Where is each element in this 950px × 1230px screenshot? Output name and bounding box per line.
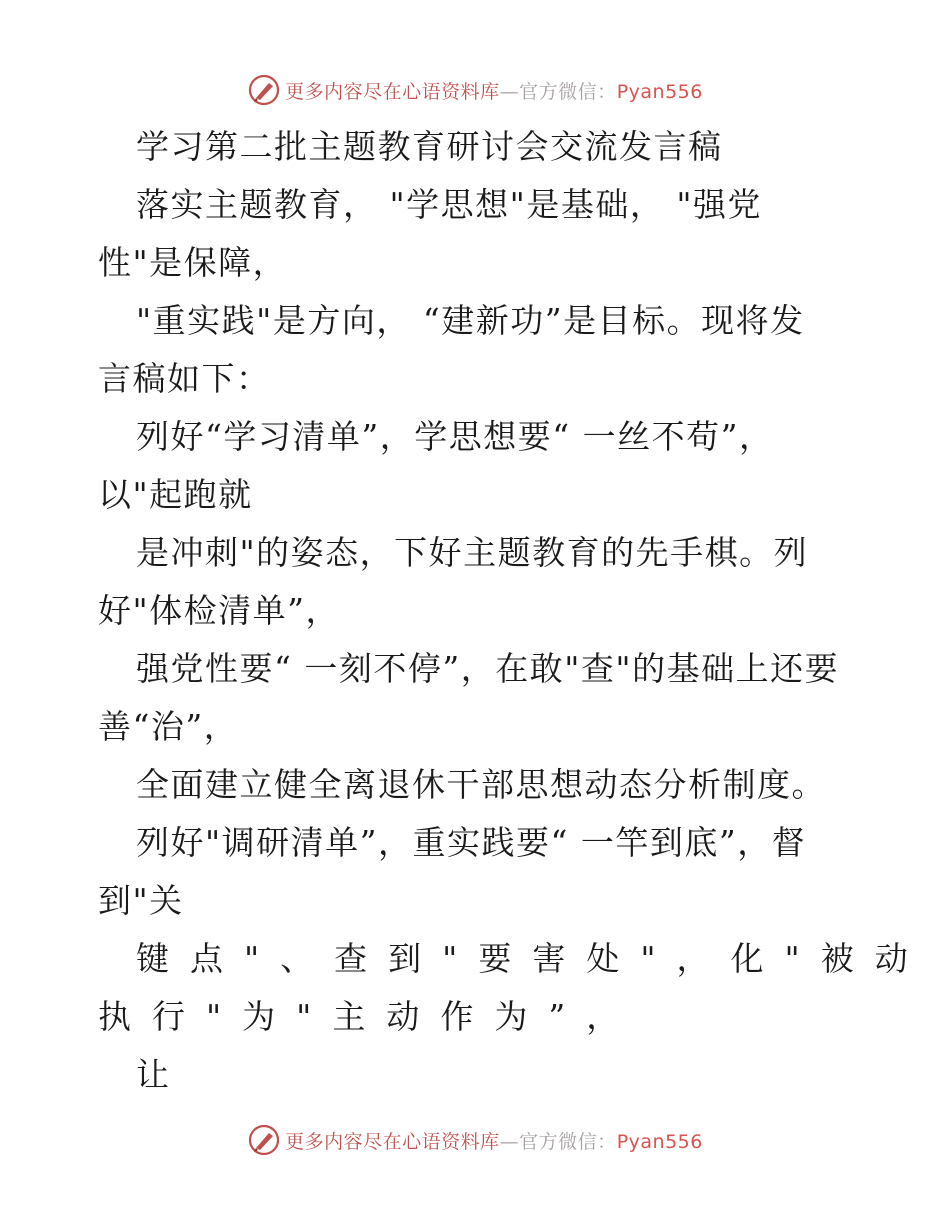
watermark-prefix: 更多内容尽在心语资料库 <box>285 1130 500 1153</box>
text-line: 到"关 <box>98 881 184 920</box>
text-line: 善“治”， <box>98 707 239 746</box>
text-line: 列好"调研清单”，重实践要“ 一竿到底”，督 <box>136 823 807 862</box>
document-body <box>98 118 929 1104</box>
text-line: 强党性要“ 一刻不停”，在敢"查"的基础上还要 <box>136 649 840 688</box>
text-line: 执行"为"主动作为”， <box>98 997 641 1036</box>
watermark-text <box>285 77 703 104</box>
header-watermark <box>0 70 950 110</box>
text-line: 全面建立健全离退休干部思想动态分析制度。 <box>136 765 826 804</box>
watermark-label: 官方微信： <box>519 80 617 103</box>
footer-watermark <box>0 1120 950 1160</box>
text-line: 是冲刺"的姿态，下好主题教育的先手棋。列 <box>136 533 809 572</box>
text-line: 列好“学习清单”，学思想要“ 一丝不苟”， <box>136 417 774 456</box>
text-line: 让 <box>136 1055 171 1094</box>
text-line: 以"起跑就 <box>98 475 253 514</box>
watermark-label: 官方微信： <box>519 1130 617 1153</box>
watermark-wechat-id: Pyan556 <box>616 1130 703 1153</box>
pen-logo-icon <box>247 1123 281 1157</box>
watermark-wechat-id: Pyan556 <box>616 80 703 103</box>
text-line: 键点"、查到"要害处"，化"被动 <box>136 939 929 978</box>
pen-logo-icon <box>247 73 281 107</box>
text-line: 好"体检清单”， <box>98 591 341 630</box>
watermark-separator: — <box>499 1130 520 1153</box>
watermark-prefix: 更多内容尽在心语资料库 <box>285 80 500 103</box>
watermark-text <box>285 1127 703 1154</box>
watermark-separator: — <box>499 80 520 103</box>
text-line: 性"是保障， <box>98 243 288 282</box>
text-line: "重实践"是方向， “建新功”是目标。现将发 <box>136 301 805 340</box>
text-line: 学习第二批主题教育研讨会交流发言稿 <box>136 127 723 166</box>
text-line: 言稿如下： <box>98 359 271 398</box>
text-line: 落实主题教育， "学思想"是基础， "强党 <box>136 185 763 224</box>
